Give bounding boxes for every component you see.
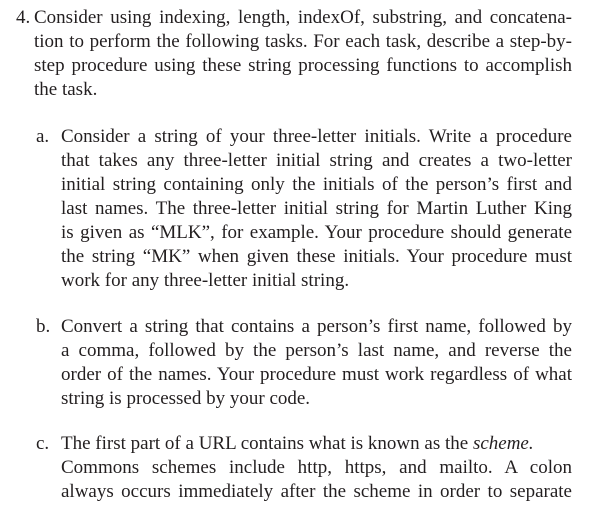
part-b-line-3: order of the names. Your procedure must work regardless of what (61, 364, 572, 385)
part-a-line-7: work for any three-letter initial string. (61, 270, 350, 291)
part-c-line-1-row (61, 432, 572, 456)
problem-line-4: the task. (34, 79, 98, 100)
part-c-line-3: always occurs immediately after the scheme in order to separate (61, 481, 572, 502)
part-b-line-1: Convert a string that contains a person’s first name, followed by (61, 316, 572, 337)
part-c-line-2: Commons schemes include http, https, and mailto. A colon (61, 457, 572, 478)
part-a-marker: a. (36, 126, 50, 147)
part-a-line-5: is given as “MLK”, for example. Your procedure should generate (61, 222, 572, 243)
part-b-marker: b. (36, 316, 51, 337)
part-b-line-2: a comma, followed by the person’s last name, and reverse the (61, 340, 572, 361)
part-b-line-4: string is processed by your code. (61, 388, 311, 409)
part-a-line-4: last names. The three-letter initial string for Martin Luther King (61, 198, 572, 219)
part-a-line-1: Consider a string of your three-letter initials. Write a procedure (61, 126, 572, 147)
problem-number: 4. (16, 7, 31, 28)
problem-line-3: step procedure using these string processing functions to accomplish (34, 55, 572, 76)
part-a-line-6: the string “MK” when given these initials. Your procedure must (61, 246, 572, 267)
part-c-line-1: The first part of a URL contains what is known as the (61, 433, 469, 454)
problem-line-2: tion to perform the following tasks. For each task, describe a step-by- (34, 31, 572, 52)
part-c-scheme-term: scheme. (472, 433, 534, 454)
part-c-marker: c. (36, 433, 50, 454)
part-a-line-2: that takes any three-letter initial string and creates a two-letter (61, 150, 572, 171)
problem-line-1: Consider using indexing, length, indexOf, substring, and concatena- (34, 7, 572, 28)
part-a-line-3: initial string containing only the initials of the person’s first and (61, 174, 572, 195)
